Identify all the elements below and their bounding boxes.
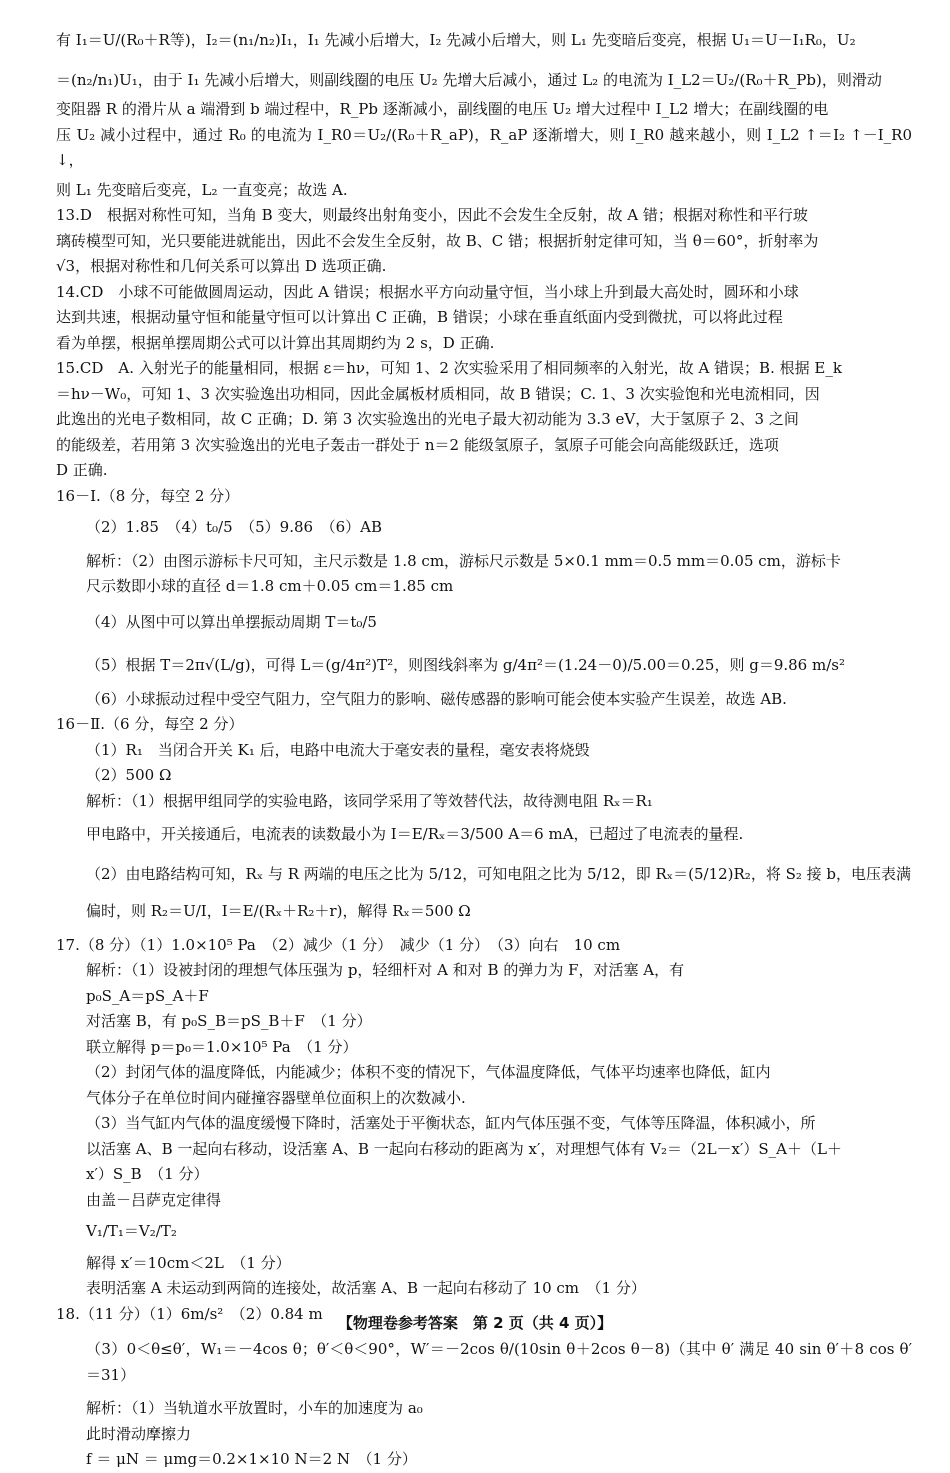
q13-line: √3，根据对称性和几何关系可以算出 D 选项正确. (56, 257, 387, 275)
page-footer: 【物理卷参考答案 第 2 页（共 4 页）】 (337, 1314, 613, 1332)
q18-answer: （3）0＜θ≤θ′，W₁＝－4cos θ；θ′＜θ＜90°，W′＝－2cos θ/(10sin θ＋2cos θ－8)（其中 θ′ 满足 40 sin θ′＋8 cos θ′＝31） (86, 1340, 912, 1384)
q15-line: ＝hν－W₀，可知 1、3 次实验逸出功相同，因此金属板材质相同，故 B 错误；C. 1、3 次实验饱和光电流相同，因 (56, 384, 820, 403)
q17-explain: x′）S_B （1 分） (86, 1165, 209, 1183)
q17-heading: 17.（8 分）（1）1.0×10⁵ Pa （2）减少（1 分） 减少（1 分） （3）向右 10 cm (56, 935, 621, 954)
q16-1-explain: （6）小球振动过程中受空气阻力，空气阻力的影响、磁传感器的影响可能会使本实验产生误差，故选 AB. (86, 689, 787, 708)
q17-explain: 气体分子在单位时间内碰撞容器壁单位面积上的次数减小. (86, 1088, 466, 1107)
q18-explain: 此时滑动摩擦力 (86, 1424, 192, 1443)
q15-line: D 正确. (56, 461, 108, 479)
q18-heading: 18.（11 分）（1）6m/s² （2）0.84 m (56, 1304, 323, 1323)
q14-line: 达到共速，根据动量守恒和能量守恒可以计算出 C 正确，B 错误；小球在垂直纸面内受到微扰，可以将此过程 (56, 308, 783, 326)
q12-line: 变阻器 R 的滑片从 a 端滑到 b 端过程中，R_Pb 逐渐减小，副线圈的电压 U₂ 增大过程中 I_L2 增大；在副线圈的电 (56, 100, 829, 118)
q17-explain: 由盖－吕萨克定律得 (86, 1190, 222, 1209)
q14-line: 看为单摆，根据单摆周期公式可以计算出其周期约为 2 s，D 正确. (56, 333, 495, 352)
q16-2-explain: 甲电路中，开关接通后，电流表的读数最小为 I＝E/Rₓ＝3/500 A＝6 mA，已超过了电流表的量程. (86, 825, 744, 843)
q16-1-explain: （5）根据 T＝2π√(L/g)，可得 L＝(g/4π²)T²，则图线斜率为 g/4π²＝(1.24－0)/5.00＝0.25，则 g＝9.86 m/s² (86, 656, 845, 674)
q16-2-explain: 偏时，则 R₂＝U/I，I＝E/(Rₓ＋R₂＋r)，解得 Rₓ＝500 Ω (86, 902, 471, 920)
q12-line: ＝(n₂/n₁)U₁，由于 I₁ 先减小后增大，则副线圈的电压 U₂ 先增大后减小，通过 L₂ 的电流为 I_L2＝U₂/(R₀＋R_Pb)，则滑动 (56, 70, 882, 89)
answer-content (56, 22, 912, 1473)
q16-1-explain: 尺示数即小球的直径 d＝1.8 cm＋0.05 cm＝1.85 cm (86, 577, 454, 595)
q13-line: 璃砖模型可知，光只要能进就能出，因此不会发生全反射，故 B、C 错；根据折射定律可知，当 θ＝60°，折射率为 (56, 231, 819, 250)
q12-line: 有 I₁＝U/(R₀＋R等)，I₂＝(n₁/n₂)I₁，I₁ 先减小后增大，I₂ 先减小后增大，则 L₁ 先变暗后变亮，根据 U₁＝U－I₁R₀，U₂ (56, 31, 856, 49)
q16-2-explain: （2）由电路结构可知，Rₓ 与 R 两端的电压之比为 5/12，可知电阻之比为 5/12，即 Rₓ＝(5/12)R₂，将 S₂ 接 b，电压表满 (86, 864, 912, 883)
q17-formula: p₀S_A＝pS_A＋F (86, 986, 209, 1005)
q17-formula: V₁/T₁＝V₂/T₂ (86, 1222, 177, 1240)
q16-2-heading: 16－Ⅱ.（6 分，每空 2 分） (56, 715, 244, 733)
q17-explain: （2）封闭气体的温度降低，内能减少；体积不变的情况下，气体温度降低，气体平均速率也降低，缸内 (86, 1063, 771, 1081)
q12-line: 则 L₁ 先变暗后变亮，L₂ 一直变亮；故选 A. (56, 180, 348, 199)
q16-1-explain: （4）从图中可以算出单摆振动周期 T＝t₀/5 (86, 612, 377, 631)
q16-2-answer: （1）R₁ 当闭合开关 K₁ 后，电路中电流大于毫安表的量程，毫安表将烧毁 (86, 740, 590, 759)
q17-explain: 联立解得 p＝p₀＝1.0×10⁵ Pa （1 分） (86, 1037, 358, 1056)
q16-1-explain: 解析：（2）由图示游标卡尺可知，主尺示数是 1.8 cm，游标尺示数是 5×0.1 mm＝0.5 mm＝0.05 cm，游标卡 (86, 551, 841, 570)
q18-explain: 解析：（1）当轨道水平放置时，小车的加速度为 a₀ (86, 1399, 423, 1417)
q16-1-answers: （2）1.85 （4）t₀/5 （5）9.86 （6）AB (86, 518, 382, 536)
q17-explain: （3）当气缸内气体的温度缓慢下降时，活塞处于平衡状态，缸内气体压强不变，气体等压降温，体积减小，所 (86, 1114, 816, 1132)
q16-1-heading: 16－Ⅰ.（8 分，每空 2 分） (56, 486, 240, 505)
q17-explain: 表明活塞 A 未运动到两筒的连接处，故活塞 A、B 一起向右移动了 10 cm （1 分） (86, 1279, 646, 1297)
q17-explain: 对活塞 B，有 p₀S_B＝pS_B＋F （1 分） (86, 1012, 372, 1030)
q16-2-explain: 解析：（1）根据甲组同学的实验电路，该同学采用了等效替代法，故待测电阻 Rₓ＝R₁ (86, 791, 653, 810)
q13-answer: 13.D 根据对称性可知，当角 B 变大，则最终出射角变小，因此不会发生全反射，故 A 错；根据对称性和平行玻 (56, 206, 808, 224)
q18-explain: f ＝ μN ＝ μmg＝0.2×1×10 N＝2 N （1 分） (86, 1450, 417, 1468)
q15-line: 此逸出的光电子数相同，故 C 正确；D. 第 3 次实验逸出的光电子最大初动能为 3.3 eV，大于氢原子 2、3 之间 (56, 410, 799, 428)
q17-explain: 解析：（1）设被封闭的理想气体压强为 p，轻细杆对 A 和对 B 的弹力为 F，对活塞 A，有 (86, 961, 685, 979)
q17-explain: 以活塞 A、B 一起向右移动，设活塞 A、B 一起向右移动的距离为 x′，对理想气体有 V₂＝（2L－x′）S_A＋（L＋ (86, 1139, 842, 1158)
q15-line: 的能级差，若用第 3 次实验逸出的光电子轰击一群处于 n＝2 能级氢原子，氢原子可能会向高能级跃迁，选项 (56, 435, 779, 454)
q14-answer: 14.CD 小球不可能做圆周运动，因此 A 错误；根据水平方向动量守恒，当小球上升到最大高处时，圆环和小球 (56, 282, 799, 301)
q12-line: 压 U₂ 减小过程中，通过 R₀ 的电流为 I_R0＝U₂/(R₀＋R_aP)，R_aP 逐渐增大，则 I_R0 越来越小，则 I_L2 ↑＝I₂ ↑－I_R0 ↓， (56, 125, 912, 169)
q16-2-answer: （2）500 Ω (86, 766, 172, 784)
q15-answer: 15.CD A. 入射光子的能量相同，根据 ε＝hν，可知 1、2 次实验采用了相同频率的入射光，故 A 错误；B. 根据 E_k (56, 359, 842, 377)
q17-explain: 解得 x′＝10cm＜2L （1 分） (86, 1253, 291, 1272)
